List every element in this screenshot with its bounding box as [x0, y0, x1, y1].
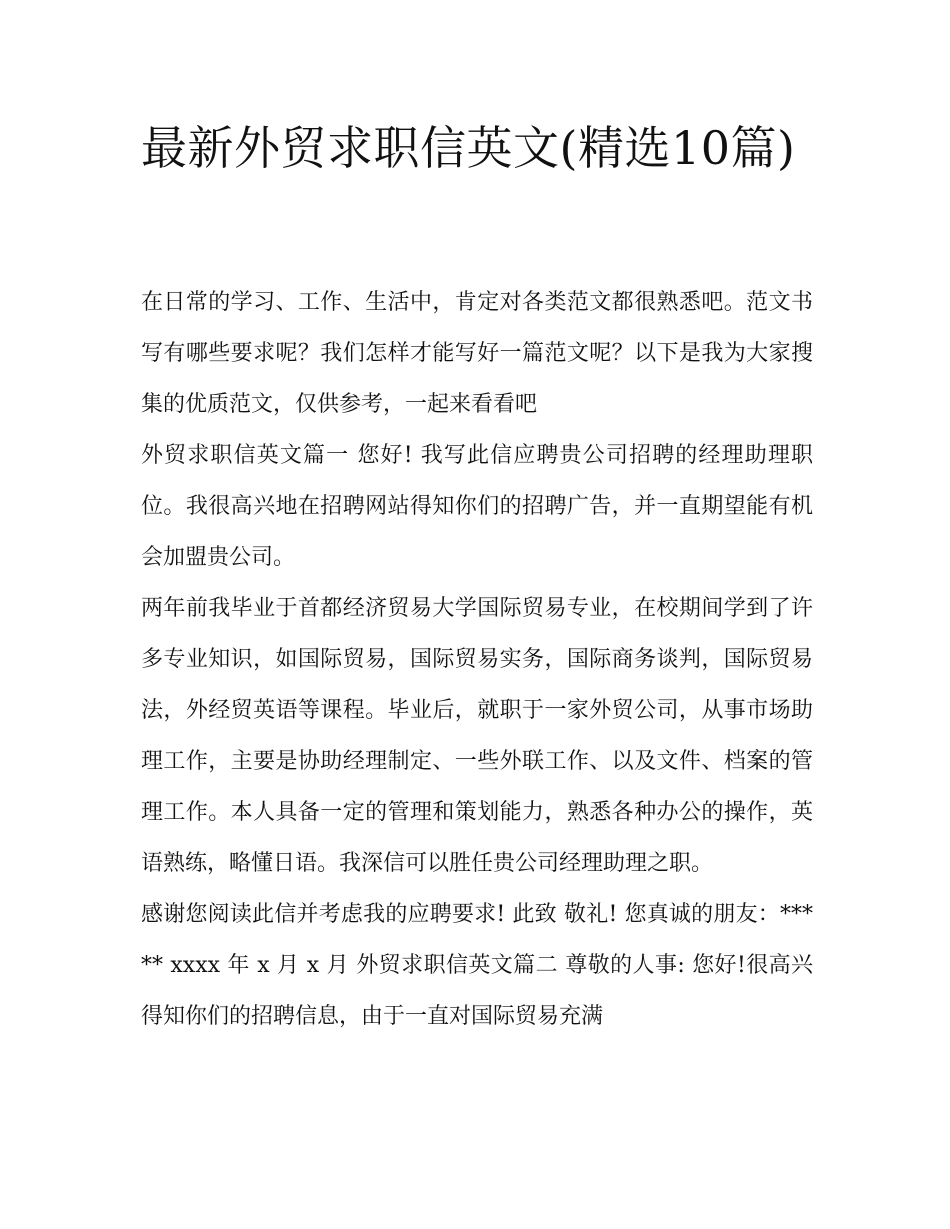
document-body — [141, 277, 813, 1042]
letter-one-background-paragraph: 两年前我毕业于首都经济贸易大学国际贸易专业，在校期间学到了许多专业知识，如国际贸易，国际贸易实务，国际商务谈判，国际贸易法，外经贸英语等课程。毕业后，就职于一家外贸公司，从事市场助理工作，主要是协助经理制定、一些外联工作、以及文件、档案的管理工作。本人具备一定的管理和策划能力，熟悉各种办公的操作，英语熟练，略懂日语。我深信可以胜任贵公司经理助理之职。 — [141, 596, 813, 876]
intro-paragraph: 在日常的学习、工作、生活中，肯定对各类范文都很熟悉吧。范文书写有哪些要求呢？我们怎样才能写好一篇范文呢？以下是我为大家搜集的优质范文，仅供参考，一起来看看吧 — [141, 290, 813, 417]
letter-closing-paragraph: 感谢您阅读此信并考虑我的应聘要求! 此致 敬礼! 您真诚的朋友：***** xxxx 年 x 月 x 月 外贸求职信英文篇二 尊敬的人事: 您好!很高兴得知你们的招聘信息，由于一直对国际贸易充满 — [141, 902, 813, 1029]
letter-one-opening-paragraph: 外贸求职信英文篇一 您好! 我写此信应聘贵公司招聘的经理助理职位。我很高兴地在招聘网站得知你们的招聘广告，并一直期望能有机会加盟贵公司。 — [141, 443, 813, 570]
document-title: 最新外贸求职信英文(精选10篇) — [141, 121, 796, 175]
